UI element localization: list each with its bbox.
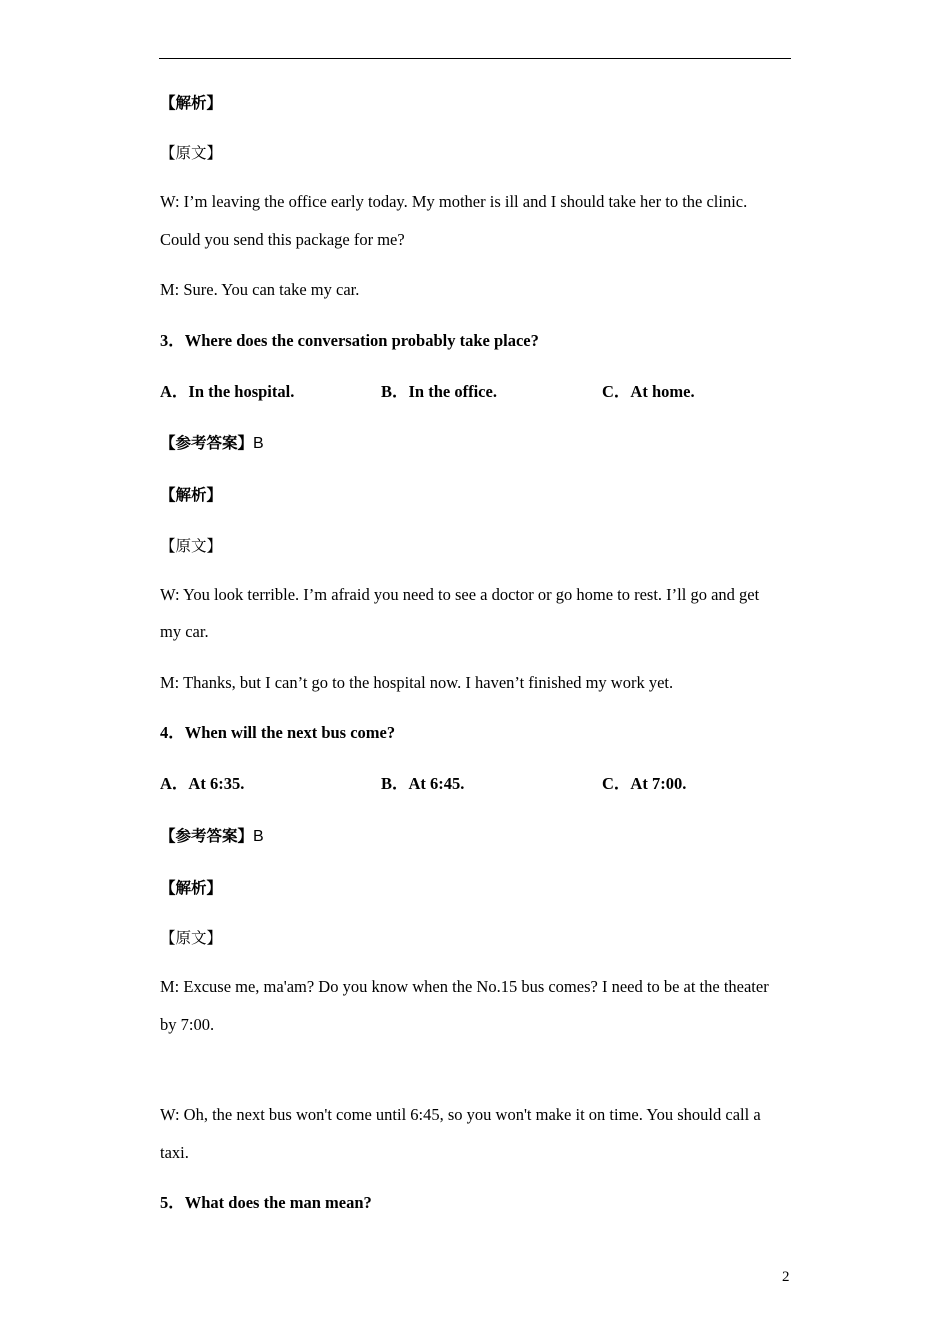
question-number: 5． [160, 1193, 185, 1212]
dialogue-line: M: Thanks, but I can’t go to the hospital now. I haven’t finished my work yet. [160, 673, 674, 692]
answer-value: B [253, 435, 264, 452]
page-number: 2 [782, 1269, 790, 1285]
dialogue-line: my car. [160, 622, 209, 641]
option-b: B．In the office. [381, 382, 497, 401]
dialogue-line: W: You look terrible. I’m afraid you need to see a doctor or go home to rest. I’ll go and get [160, 585, 760, 604]
dialogue-line: M: Excuse me, ma'am? Do you know when the No.15 bus comes? I need to be at the theater [160, 977, 769, 996]
analysis-heading: 【解析】 [160, 94, 223, 112]
question-text: When will the next bus come? [184, 723, 396, 742]
question-5 [160, 1193, 372, 1213]
analysis-heading: 【解析】 [160, 879, 223, 897]
answer-label: 【参考答案】 [160, 827, 254, 845]
question-number: 4． [160, 723, 185, 742]
option-a: A．At 6:35. [160, 774, 245, 793]
original-text-heading: 【原文】 [160, 537, 223, 555]
dialogue-line: W: I’m leaving the office early today. My mother is ill and I should take her to the clinic. [160, 192, 748, 211]
option-b: B．At 6:45. [381, 774, 465, 793]
dialogue-line: by 7:00. [160, 1015, 215, 1034]
original-text-heading: 【原文】 [160, 929, 223, 947]
reference-answer [160, 826, 264, 847]
question-number: 3． [160, 331, 185, 350]
reference-answer [160, 433, 264, 454]
question-4 [160, 723, 395, 743]
original-text-heading: 【原文】 [160, 144, 223, 162]
header-rule [159, 58, 791, 59]
dialogue-line: Could you send this package for me? [160, 230, 405, 249]
option-a: A．In the hospital. [160, 382, 295, 401]
question-3 [160, 331, 539, 351]
option-c: C．At home. [602, 382, 695, 401]
question-text: What does the man mean? [184, 1193, 372, 1212]
question-text: Where does the conversation probably take place? [184, 331, 539, 350]
option-c: C．At 7:00. [602, 774, 687, 793]
dialogue-line: taxi. [160, 1143, 189, 1162]
dialogue-line: M: Sure. You can take my car. [160, 280, 360, 299]
dialogue-line: W: Oh, the next bus won't come until 6:45, so you won't make it on time. You should call a [160, 1105, 761, 1124]
analysis-heading: 【解析】 [160, 486, 223, 504]
answer-value: B [253, 828, 264, 845]
answer-label: 【参考答案】 [160, 434, 254, 452]
